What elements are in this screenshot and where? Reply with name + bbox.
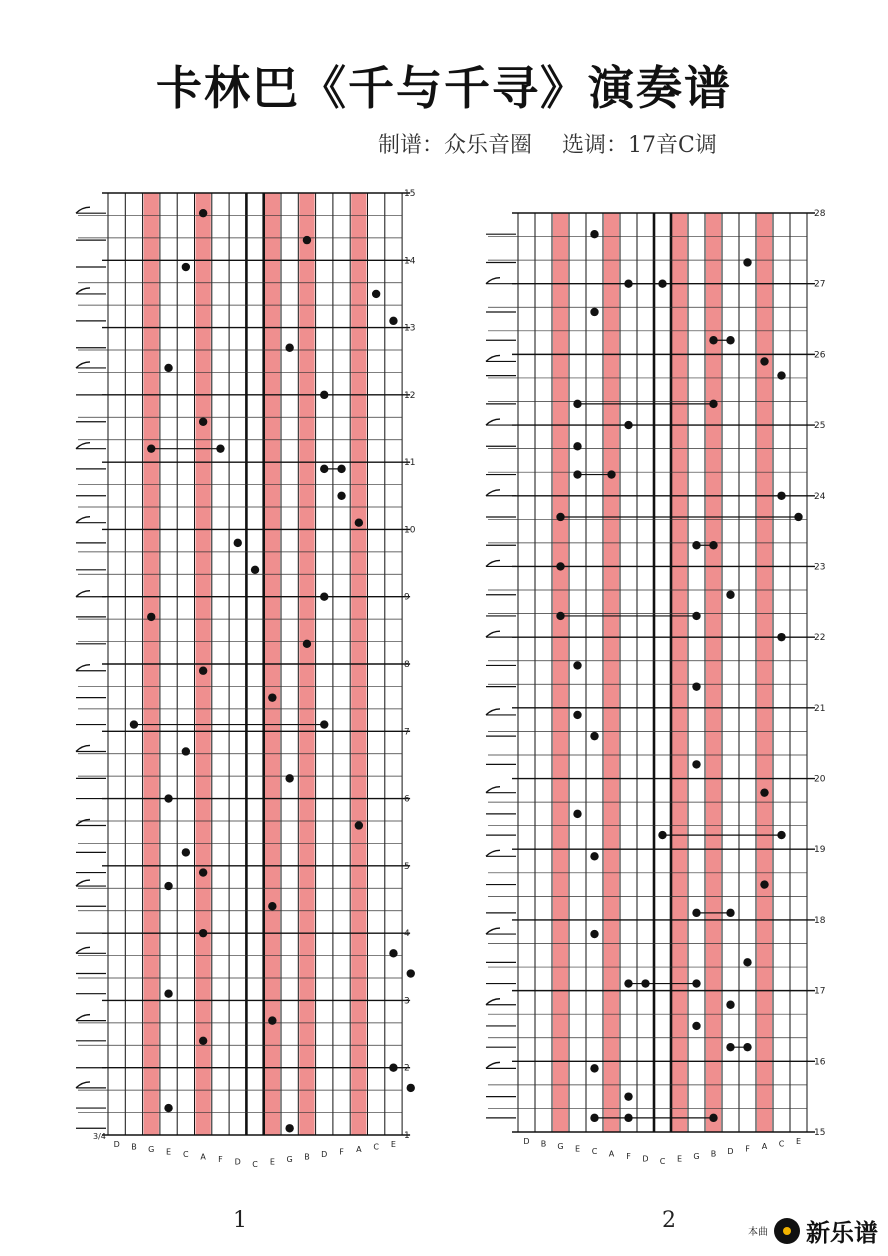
note-dot: [303, 640, 311, 648]
note-dot: [285, 774, 293, 782]
note-dot: [355, 821, 363, 829]
note-dot: [337, 465, 345, 473]
note-dot: [268, 693, 276, 701]
note-dot: [164, 794, 172, 802]
note-dot: [355, 519, 363, 527]
note-dot: [556, 612, 564, 620]
note-dot: [760, 357, 768, 365]
rhythm-flag: [76, 207, 90, 213]
key-label: D: [642, 1154, 649, 1164]
page-number-1: 1: [233, 1208, 247, 1233]
key-label: E: [795, 1137, 802, 1146]
measure-number: 1: [404, 1131, 410, 1141]
time-signature: 3/4: [93, 1132, 106, 1141]
measure-number: 16: [814, 1057, 826, 1068]
measure-number: 26: [814, 350, 826, 361]
note-dot: [590, 852, 598, 860]
note-dot: [794, 513, 802, 521]
note-dot: [658, 279, 666, 287]
note-dot: [199, 868, 207, 876]
measure-number: 5: [404, 861, 410, 872]
note-dot: [573, 810, 581, 818]
note-dot: [182, 848, 190, 856]
measure-number: 3: [404, 996, 410, 1007]
brand-watermark: [748, 1213, 878, 1248]
rhythm-flag: [486, 631, 500, 637]
measure-number: 9: [404, 592, 410, 603]
highlight-column: [265, 193, 280, 1135]
measure-number: 20: [814, 774, 826, 785]
note-dot: [624, 279, 632, 287]
rhythm-flag: [76, 443, 90, 449]
measure-number: 25: [814, 421, 826, 432]
note-dot: [130, 720, 138, 728]
brand-name: 新乐谱: [806, 1219, 878, 1247]
measure-number: 17: [814, 986, 826, 997]
note-dot: [777, 492, 785, 500]
highlight-column: [604, 213, 619, 1132]
note-dot: [556, 562, 564, 570]
rhythm-flag: [486, 278, 500, 284]
note-dot: [337, 492, 345, 500]
note-dot: [743, 258, 751, 266]
highlight-column: [351, 193, 366, 1135]
key-label: E: [676, 1154, 683, 1164]
note-dot: [285, 344, 293, 352]
note-dot: [320, 391, 328, 399]
note-dot: [573, 400, 581, 408]
rhythm-flag: [76, 591, 90, 597]
note-dot: [692, 979, 700, 987]
note-dot: [573, 711, 581, 719]
note-dot: [268, 1016, 276, 1024]
rhythm-flag: [486, 355, 500, 361]
key-label: C: [778, 1139, 785, 1149]
key-label: F: [218, 1155, 223, 1164]
note-dot: [760, 788, 768, 796]
key-label: E: [166, 1147, 172, 1157]
note-dot: [777, 633, 785, 641]
note-dot: [407, 1084, 415, 1092]
note-dot: [624, 1114, 632, 1122]
score-meta: [378, 128, 717, 159]
note-dot: [389, 1064, 397, 1072]
arranger-credit: 制谱：众乐音圈: [378, 133, 533, 158]
note-dot: [590, 308, 598, 316]
key-label: A: [200, 1152, 206, 1162]
key-label: F: [745, 1144, 750, 1154]
note-dot: [182, 263, 190, 271]
key-label: E: [574, 1144, 581, 1154]
key-label: B: [710, 1149, 717, 1159]
measure-number: 15: [404, 189, 416, 199]
rhythm-flag: [76, 1082, 90, 1088]
rhythm-flag: [486, 850, 500, 856]
note-dot: [709, 336, 717, 344]
brand-prefix: 本曲: [748, 1227, 768, 1238]
note-dot: [407, 969, 415, 977]
key-label: D: [113, 1140, 120, 1149]
note-dot: [234, 539, 242, 547]
measure-number: 15: [814, 1128, 826, 1138]
note-dot: [709, 1114, 717, 1122]
note-dot: [726, 1043, 734, 1051]
key-label: A: [761, 1142, 768, 1151]
key-label: C: [373, 1142, 379, 1152]
measure-number: 10: [404, 525, 416, 536]
note-dot: [164, 882, 172, 890]
note-dot: [624, 1092, 632, 1100]
rhythm-flag: [486, 1062, 500, 1068]
note-dot: [692, 541, 700, 549]
note-dot: [641, 979, 649, 987]
rhythm-flag: [486, 419, 500, 425]
key-label: F: [626, 1152, 631, 1161]
key-label: G: [286, 1155, 293, 1164]
note-dot: [692, 909, 700, 917]
note-dot: [199, 418, 207, 426]
note-dot: [147, 613, 155, 621]
key-label: C: [183, 1150, 189, 1159]
highlight-column: [196, 193, 211, 1135]
note-dot: [389, 317, 397, 325]
note-dot: [573, 661, 581, 669]
key-label: D: [727, 1147, 734, 1156]
page-number-2: 2: [662, 1208, 676, 1233]
measure-number: 7: [404, 727, 410, 738]
note-dot: [590, 1064, 598, 1072]
note-dot: [624, 421, 632, 429]
note-dot: [743, 1043, 751, 1051]
note-dot: [624, 979, 632, 987]
measure-number: 13: [404, 323, 416, 334]
note-dot: [590, 930, 598, 938]
rhythm-flag: [76, 819, 90, 825]
note-dot: [709, 541, 717, 549]
key-label: D: [523, 1137, 530, 1146]
note-dot: [285, 1124, 293, 1132]
measure-number: 14: [404, 256, 416, 267]
highlight-column: [706, 213, 721, 1132]
note-dot: [199, 1037, 207, 1045]
rhythm-flag: [76, 1015, 90, 1021]
measure-number: 6: [404, 794, 410, 805]
key-label: E: [269, 1157, 275, 1167]
key-label: E: [390, 1140, 396, 1149]
note-dot: [726, 591, 734, 599]
rhythm-flag: [486, 490, 500, 496]
highlight-column: [757, 213, 772, 1132]
rhythm-flag: [76, 288, 90, 294]
note-dot: [164, 1104, 172, 1112]
note-dot: [760, 880, 768, 888]
note-dot: [164, 364, 172, 372]
rhythm-flag: [486, 709, 500, 715]
note-dot: [199, 209, 207, 217]
note-dot: [268, 902, 276, 910]
key-label: G: [148, 1145, 155, 1154]
note-dot: [726, 909, 734, 917]
highlight-column: [299, 193, 314, 1135]
note-dot: [164, 990, 172, 998]
note-dot: [692, 682, 700, 690]
note-dot: [709, 400, 717, 408]
note-dot: [726, 336, 734, 344]
note-dot: [590, 732, 598, 740]
highlight-column: [144, 193, 159, 1135]
rhythm-flag: [76, 665, 90, 671]
note-dot: [320, 593, 328, 601]
record-logo-icon: [774, 1218, 800, 1244]
note-dot: [692, 760, 700, 768]
key-label: C: [659, 1157, 666, 1166]
note-dot: [777, 371, 785, 379]
rhythm-flag: [76, 947, 90, 953]
key-label: B: [131, 1142, 137, 1152]
page-title: 卡林巴《千与千寻》演奏谱: [156, 61, 732, 115]
key-label: C: [591, 1147, 598, 1156]
note-dot: [607, 470, 615, 478]
note-dot: [590, 1114, 598, 1122]
measure-number: 12: [404, 390, 416, 401]
key-label: D: [321, 1150, 328, 1159]
measure-number: 4: [404, 929, 410, 940]
rhythm-flag: [76, 517, 90, 523]
note-dot: [199, 667, 207, 675]
note-dot: [199, 929, 207, 937]
rhythm-flag: [76, 745, 90, 751]
measure-number: 23: [814, 562, 826, 573]
note-dot: [147, 444, 155, 452]
note-dot: [251, 566, 259, 574]
note-dot: [372, 290, 380, 298]
note-dot: [216, 444, 224, 452]
rhythm-flag: [76, 880, 90, 886]
rhythm-flag: [76, 362, 90, 368]
rhythm-flag: [486, 560, 500, 566]
note-dot: [573, 442, 581, 450]
highlight-column: [672, 213, 687, 1132]
note-dot: [320, 720, 328, 728]
key-label: B: [540, 1139, 547, 1149]
note-dot: [658, 831, 666, 839]
highlight-column: [553, 213, 568, 1132]
measure-number: 8: [404, 660, 410, 670]
note-dot: [590, 230, 598, 238]
key-label: C: [252, 1160, 258, 1169]
key-label: G: [557, 1142, 564, 1151]
measure-number: 2: [404, 1063, 410, 1074]
note-dot: [777, 831, 785, 839]
rhythm-flag: [486, 787, 500, 793]
key-selection: 选调：17音C调: [562, 133, 717, 158]
measure-number: 21: [814, 703, 826, 714]
note-dot: [556, 513, 564, 521]
measure-number: 22: [814, 633, 826, 644]
rhythm-flag: [486, 928, 500, 934]
note-dot: [692, 1022, 700, 1030]
key-label: D: [234, 1157, 241, 1167]
note-dot: [182, 747, 190, 755]
measure-number: 11: [404, 458, 416, 469]
note-dot: [389, 949, 397, 957]
measure-number: 27: [814, 279, 826, 290]
measure-number: 24: [814, 491, 826, 502]
note-dot: [692, 612, 700, 620]
note-dot: [726, 1001, 734, 1009]
note-dot: [743, 958, 751, 966]
measure-number: 18: [814, 915, 826, 926]
note-dot: [303, 236, 311, 244]
note-dot: [573, 470, 581, 478]
rhythm-flag: [486, 999, 500, 1005]
key-label: A: [608, 1149, 615, 1159]
key-label: B: [304, 1152, 310, 1162]
key-label: A: [356, 1145, 362, 1154]
key-label: G: [693, 1152, 700, 1161]
key-label: F: [339, 1147, 344, 1157]
measure-number: 28: [814, 209, 826, 219]
measure-number: 19: [814, 845, 826, 856]
note-dot: [320, 465, 328, 473]
